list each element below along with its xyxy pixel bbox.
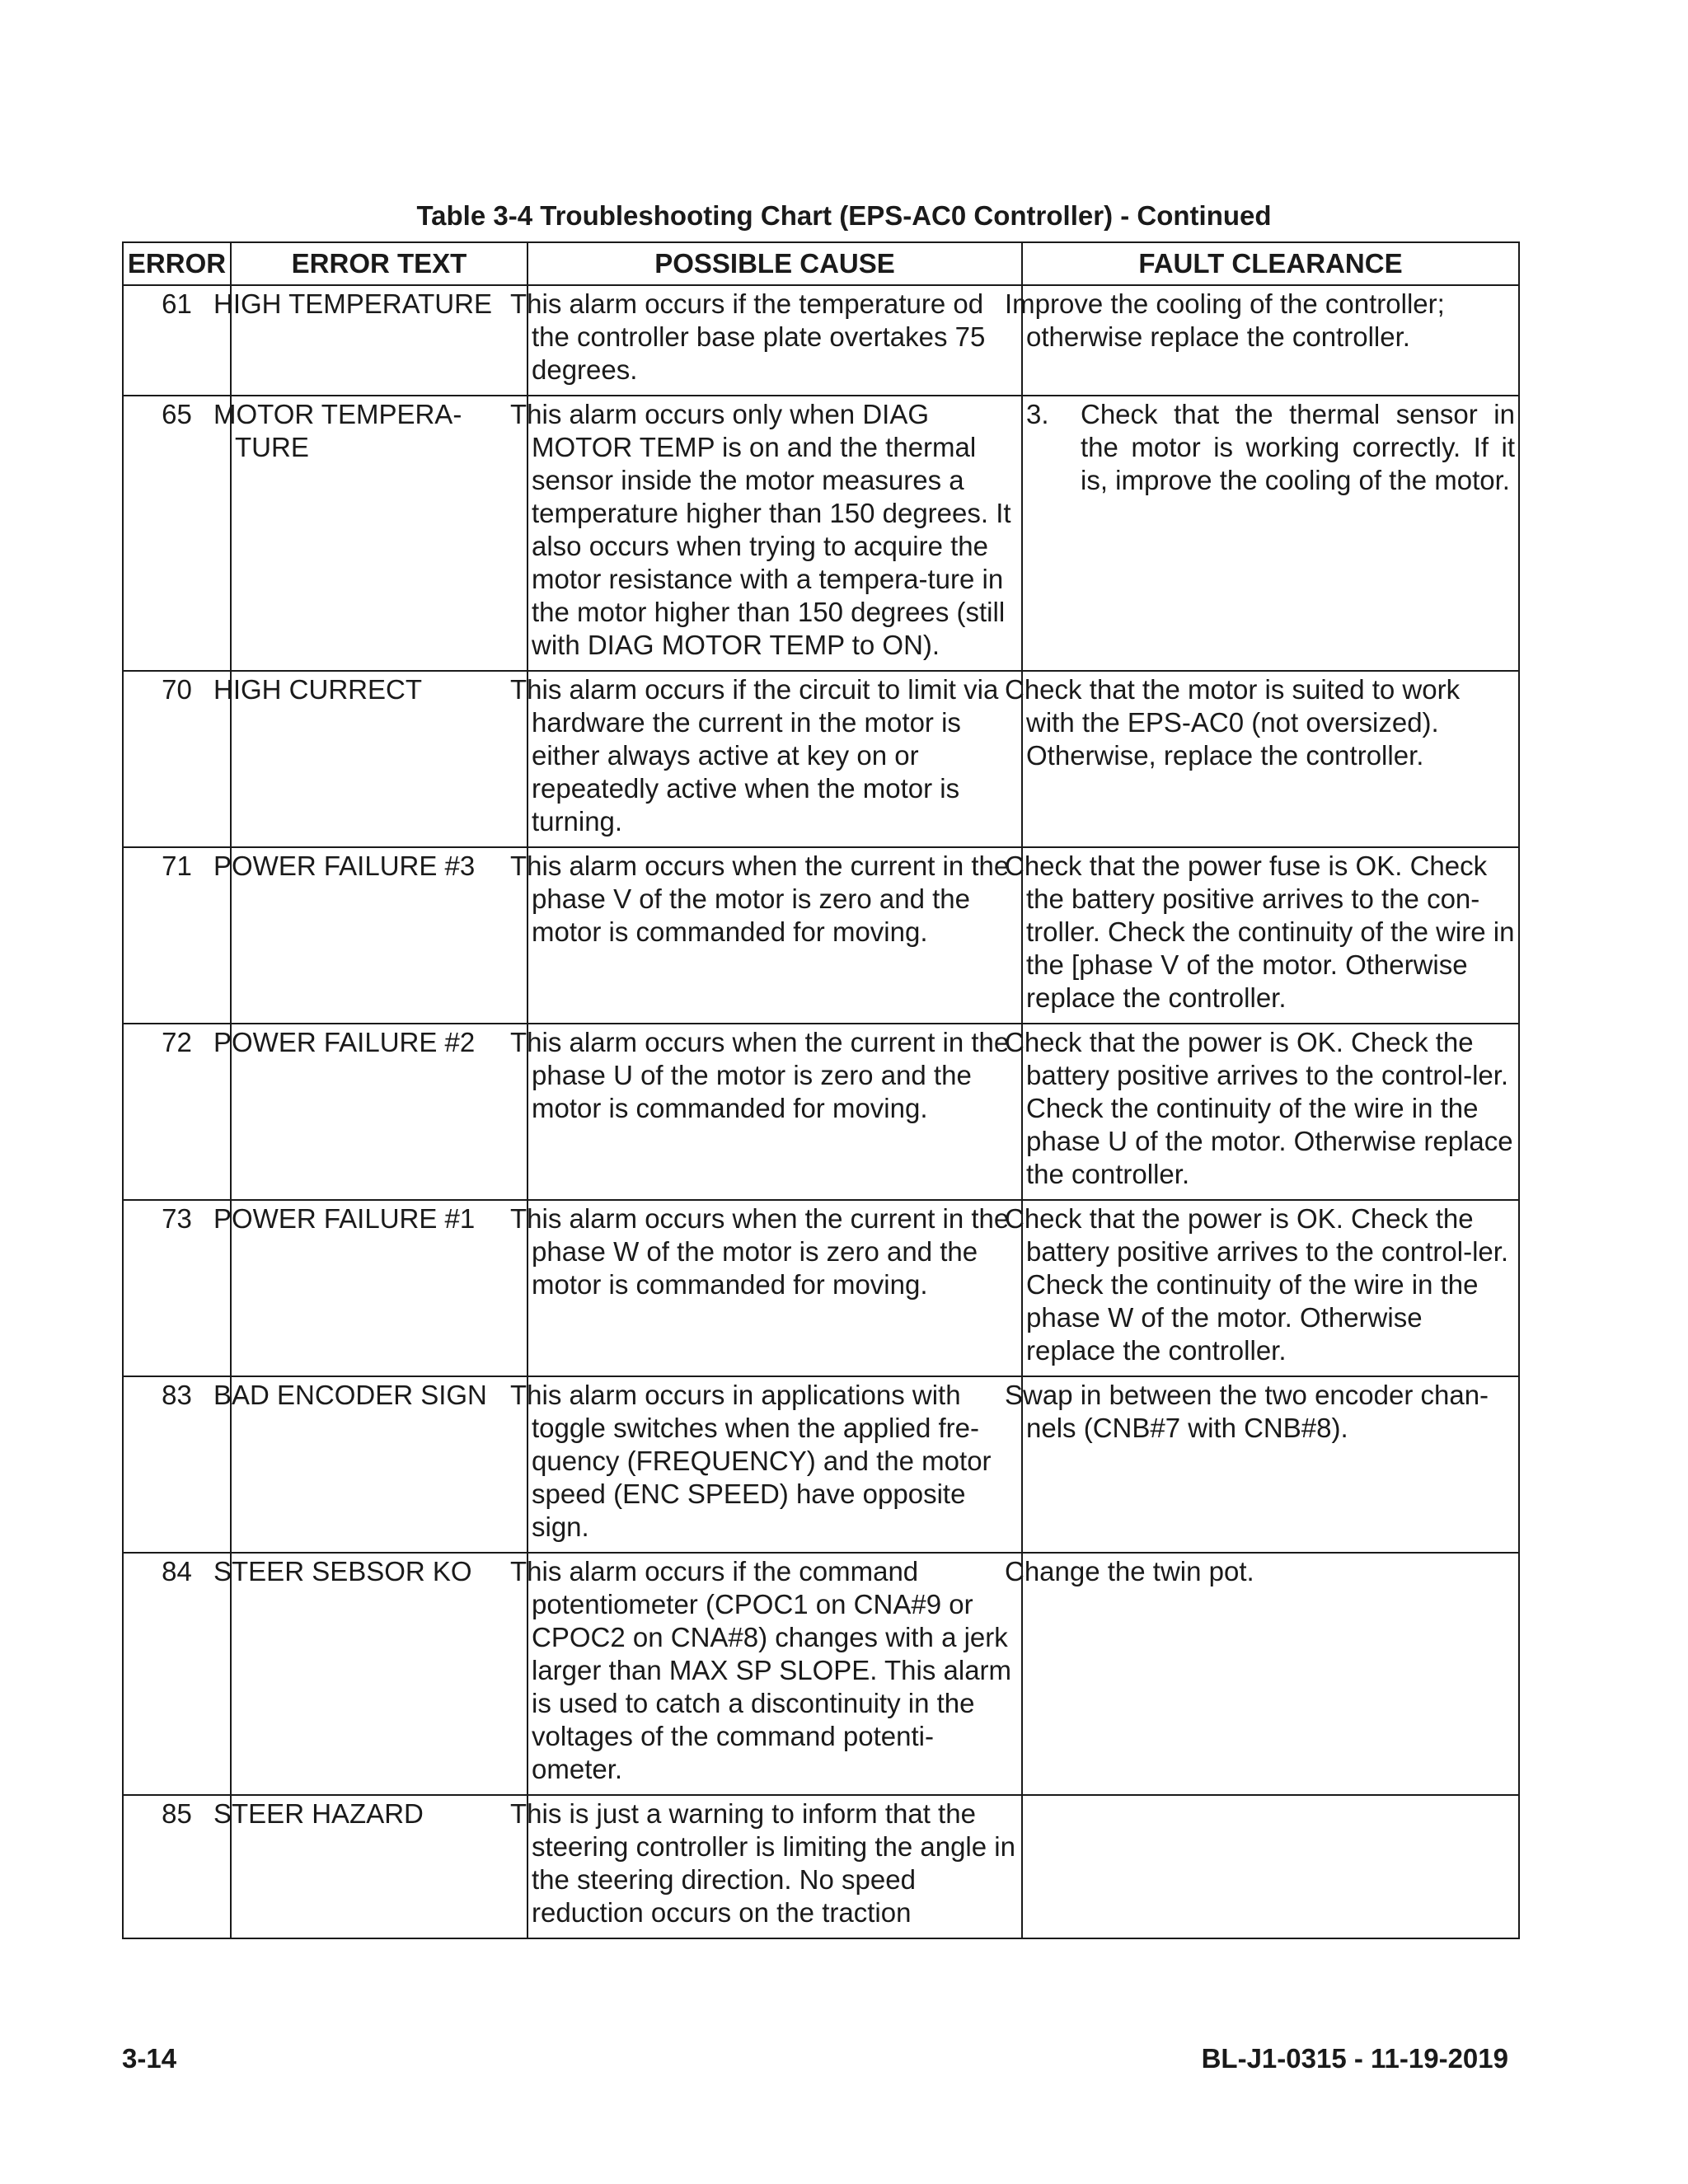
error-code: 73 — [123, 1200, 231, 1376]
possible-cause: This alarm occurs if the circuit to limit via hardware the current in the motor is either always active at key on or repeatedly active when the motor is turning. — [528, 671, 1022, 847]
fault-clearance — [1022, 396, 1519, 671]
error-code: 72 — [123, 1024, 231, 1200]
error-text: STEER SEBSOR KO — [231, 1553, 528, 1795]
error-code: 71 — [123, 847, 231, 1024]
fault-clearance: Improve the cooling of the controller; otherwise replace the controller. — [1022, 285, 1519, 396]
fault-clearance: Check that the power fuse is OK. Check the battery positive arrives to the con-troller. Check the continuity of the wire in the [phase V of the motor. Otherwise replace the controller. — [1022, 847, 1519, 1024]
possible-cause: This alarm occurs if the temperature od the controller base plate overtakes 75 degrees. — [528, 285, 1022, 396]
table-row — [123, 396, 1519, 671]
header-error: ERROR — [123, 242, 231, 285]
document-id: BL-J1-0315 - 11-19-2019 — [1201, 2043, 1508, 2074]
header-fault-clearance: FAULT CLEARANCE — [1022, 242, 1519, 285]
table-row — [123, 671, 1519, 847]
error-code: 70 — [123, 671, 231, 847]
step-number: 3. — [1026, 399, 1049, 429]
table-header-row — [123, 242, 1519, 285]
error-code: 84 — [123, 1553, 231, 1795]
table-row — [123, 1553, 1519, 1795]
troubleshooting-table — [122, 241, 1520, 1939]
error-code: 85 — [123, 1795, 231, 1938]
table-row — [123, 1200, 1519, 1376]
table-row — [123, 1376, 1519, 1553]
table-row — [123, 1795, 1519, 1938]
header-possible-cause: POSSIBLE CAUSE — [528, 242, 1022, 285]
possible-cause: This alarm occurs when the current in the phase V of the motor is zero and the motor is commanded for moving. — [528, 847, 1022, 1024]
error-text: STEER HAZARD — [231, 1795, 528, 1938]
error-code: 61 — [123, 285, 231, 396]
table-title: Table 3-4 Troubleshooting Chart (EPS-AC0 Controller) - Continued — [416, 200, 1272, 231]
page-number: 3-14 — [122, 2043, 177, 2074]
error-text: MOTOR TEMPERA-TURE — [231, 396, 528, 671]
table-row — [123, 847, 1519, 1024]
error-text: BAD ENCODER SIGN — [231, 1376, 528, 1553]
possible-cause: This alarm occurs only when DIAG MOTOR TEMP is on and the thermal sensor inside the motor measures a temperature higher than 150 degrees. It also occurs when trying to acquire the motor resistance with a tempera-ture in the motor higher than 150 degrees (still with DIAG MOTOR TEMP to ON). — [528, 396, 1022, 671]
possible-cause: This alarm occurs if the command potentiometer (CPOC1 on CNA#9 or CPOC2 on CNA#8) changes with a jerk larger than MAX SP SLOPE. This alarm is used to catch a discontinuity in the voltages of the command potenti-ometer. — [528, 1553, 1022, 1795]
fault-clearance: Check that the power is OK. Check the battery positive arrives to the control-ler. Check the continuity of the wire in the phase U of the motor. Otherwise replace the controller. — [1022, 1024, 1519, 1200]
header-error-text: ERROR TEXT — [231, 242, 528, 285]
error-text: HIGH CURRECT — [231, 671, 528, 847]
possible-cause: This alarm occurs when the current in the phase W of the motor is zero and the motor is commanded for moving. — [528, 1200, 1022, 1376]
fault-clearance: Check that the power is OK. Check the battery positive arrives to the control-ler. Check the continuity of the wire in the phase W of the motor. Otherwise replace the controller. — [1022, 1200, 1519, 1376]
step-text: Check that the thermal sensor in the motor is working correctly. If it is, improve the cooling of the motor. — [1081, 399, 1515, 495]
error-text: HIGH TEMPERATURE — [231, 285, 528, 396]
error-code: 83 — [123, 1376, 231, 1553]
fault-clearance: Change the twin pot. — [1022, 1553, 1519, 1795]
fault-clearance: Swap in between the two encoder chan-nels (CNB#7 with CNB#8). — [1022, 1376, 1519, 1553]
fault-clearance — [1022, 1795, 1519, 1938]
error-code: 65 — [123, 396, 231, 671]
error-text: POWER FAILURE #3 — [231, 847, 528, 1024]
possible-cause: This is just a warning to inform that the steering controller is limiting the angle in the steering direction. No speed reduction occurs on the traction — [528, 1795, 1022, 1938]
error-text: POWER FAILURE #1 — [231, 1200, 528, 1376]
error-text: POWER FAILURE #2 — [231, 1024, 528, 1200]
possible-cause: This alarm occurs when the current in the phase U of the motor is zero and the motor is commanded for moving. — [528, 1024, 1022, 1200]
table-row — [123, 285, 1519, 396]
possible-cause: This alarm occurs in applications with toggle switches when the applied fre-quency (FREQUENCY) and the motor speed (ENC SPEED) have opposite sign. — [528, 1376, 1022, 1553]
table-row — [123, 1024, 1519, 1200]
fault-clearance: Check that the motor is suited to work with the EPS-AC0 (not oversized). Otherwise, replace the controller. — [1022, 671, 1519, 847]
